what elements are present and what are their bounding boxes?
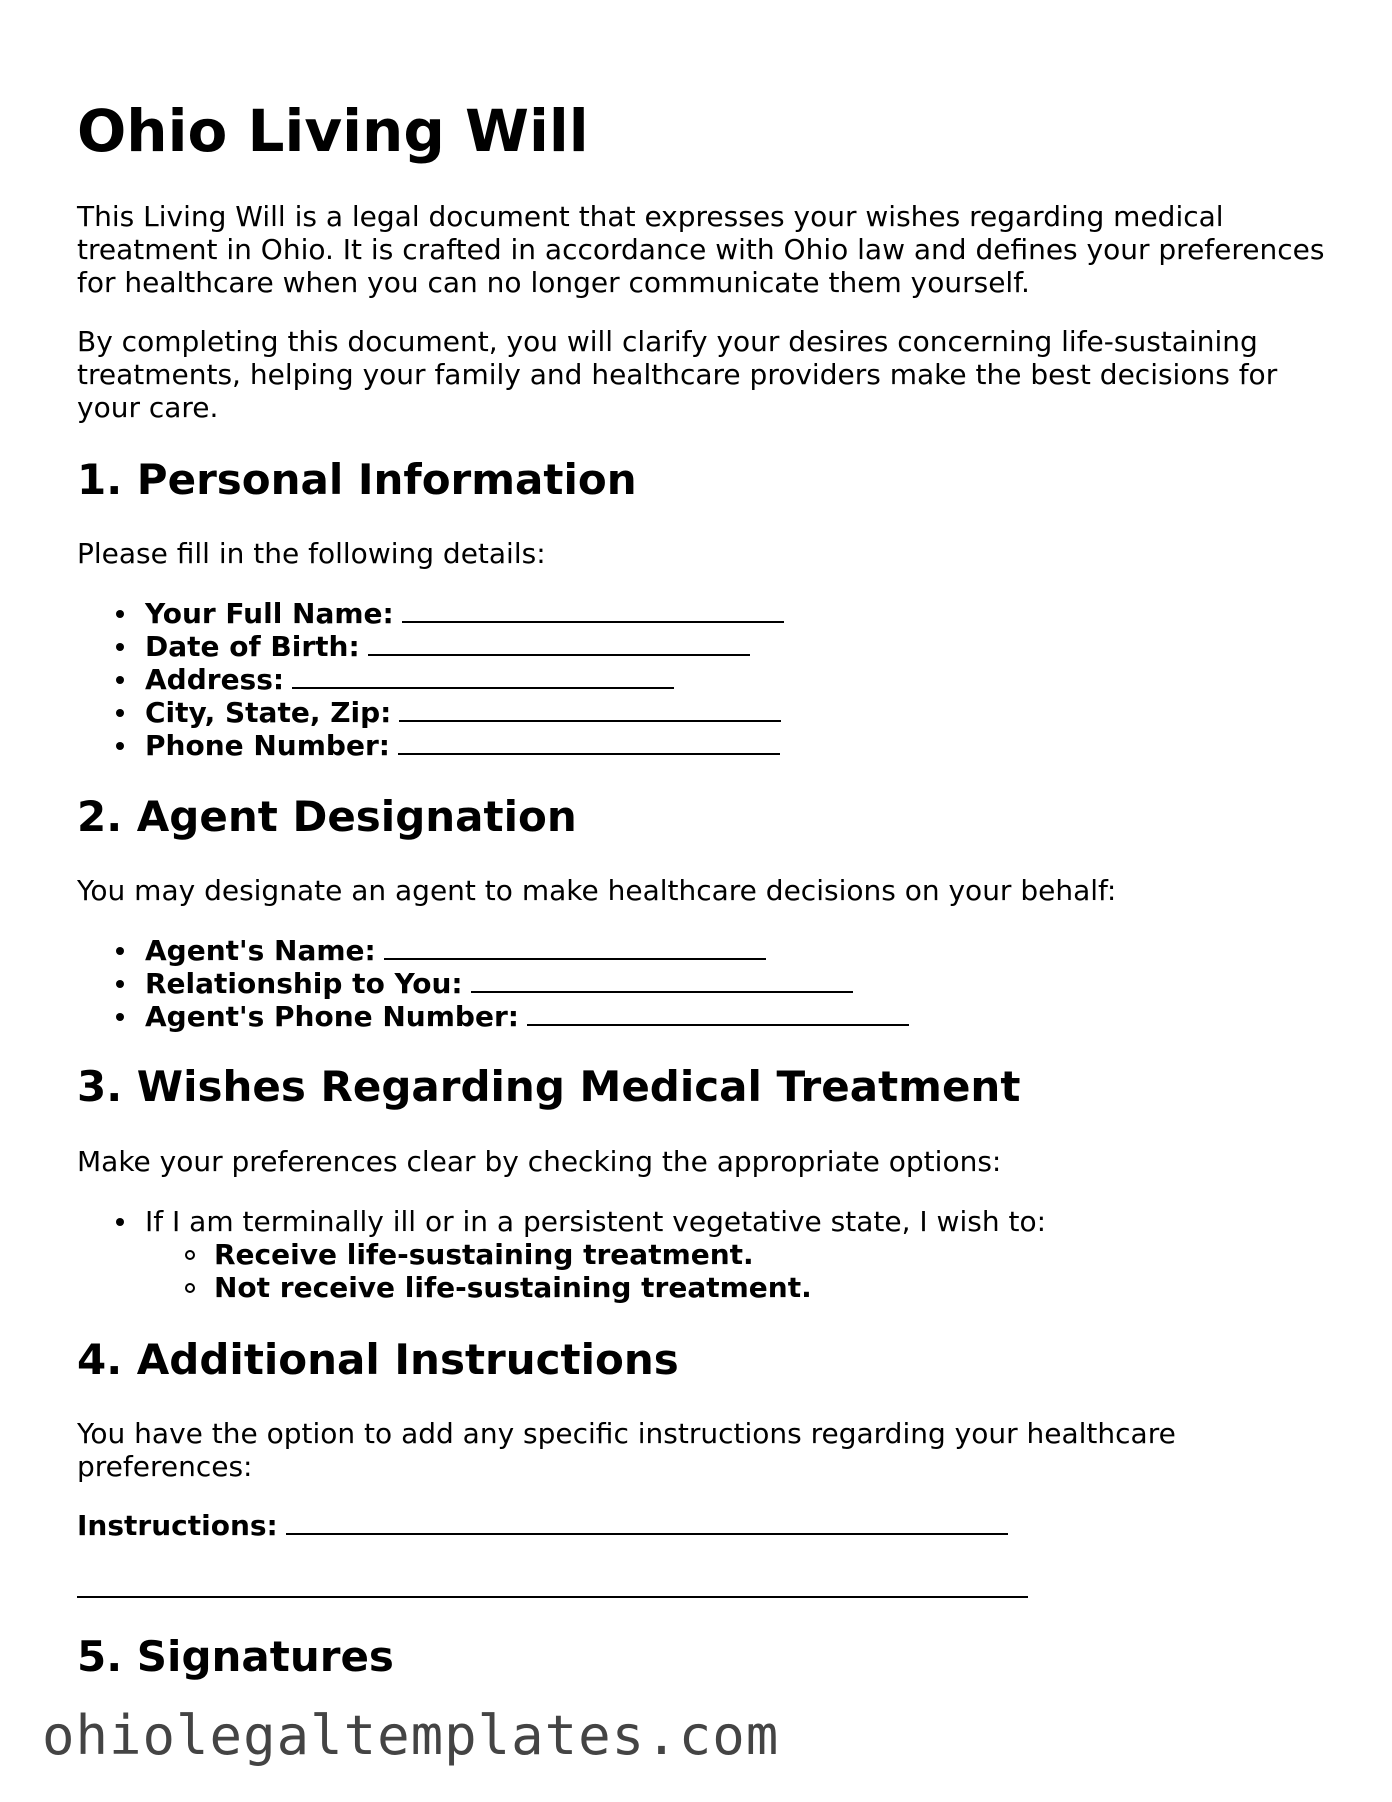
section-heading-agent-designation: 2. Agent Designation	[77, 792, 577, 841]
full-name-blank[interactable]	[402, 597, 784, 623]
instructions-blank[interactable]	[286, 1509, 1008, 1535]
field-label-agent-phone: Agent's Phone Number:	[145, 1000, 519, 1033]
personal-information-list	[77, 597, 784, 762]
section-2-prompt: You may designate an agent to make healthcare decisions on your behalf:	[77, 874, 1117, 907]
date-of-birth-blank[interactable]	[368, 630, 750, 656]
list-item	[77, 663, 784, 696]
phone-number-blank[interactable]	[398, 729, 780, 755]
section-heading-additional-instructions: 4. Additional Instructions	[77, 1335, 679, 1384]
section-heading-personal-information: 1. Personal Information	[77, 455, 637, 504]
agent-phone-blank[interactable]	[527, 1000, 909, 1026]
treatment-condition: If I am terminally ill or in a persistent vegetative state, I wish to:	[145, 1205, 1047, 1238]
option-not-receive-treatment[interactable]	[77, 1271, 1046, 1304]
relationship-blank[interactable]	[471, 967, 853, 993]
treatment-wishes-list	[77, 1205, 1046, 1304]
list-item	[77, 630, 784, 663]
list-item	[77, 729, 784, 762]
address-blank[interactable]	[292, 663, 674, 689]
field-label-phone-number: Phone Number:	[145, 729, 390, 762]
field-label-city-state-zip: City, State, Zip:	[145, 696, 392, 729]
field-label-relationship: Relationship to You:	[145, 967, 463, 1000]
instructions-row	[77, 1509, 1008, 1542]
bullet-icon	[116, 676, 124, 684]
list-item	[77, 1205, 1046, 1238]
list-item	[77, 597, 784, 630]
bullet-icon	[116, 947, 124, 955]
bullet-icon	[116, 1013, 124, 1021]
bullet-icon	[116, 980, 124, 988]
bullet-icon	[116, 709, 124, 717]
option-label: Not receive life-sustaining treatment.	[214, 1271, 812, 1304]
section-heading-medical-treatment: 3. Wishes Regarding Medical Treatment	[77, 1062, 1021, 1111]
agent-name-blank[interactable]	[384, 934, 766, 960]
list-item	[77, 934, 909, 967]
list-item	[77, 1000, 909, 1033]
section-3-prompt: Make your preferences clear by checking the appropriate options:	[77, 1145, 1002, 1178]
section-heading-signatures: 5. Signatures	[77, 1632, 394, 1681]
circle-bullet-icon	[185, 1250, 195, 1260]
watermark: ohiolegaltemplates.com	[42, 1704, 780, 1767]
field-label-address: Address:	[145, 663, 285, 696]
section-1-prompt: Please fill in the following details:	[77, 537, 546, 570]
field-label-agent-name: Agent's Name:	[145, 934, 376, 967]
agent-designation-list	[77, 934, 909, 1033]
list-item	[77, 967, 909, 1000]
city-state-zip-blank[interactable]	[399, 696, 781, 722]
bullet-icon	[116, 742, 124, 750]
document-title: Ohio Living Will	[77, 97, 589, 165]
field-label-date-of-birth: Date of Birth:	[145, 630, 360, 663]
instructions-blank-continued[interactable]	[77, 1572, 1028, 1598]
bullet-icon	[116, 1218, 124, 1226]
option-label: Receive life-sustaining treatment.	[214, 1238, 754, 1271]
option-receive-treatment[interactable]	[77, 1238, 1046, 1271]
instructions-label: Instructions:	[77, 1509, 278, 1542]
intro-paragraph-1: This Living Will is a legal document that expresses your wishes regarding medical treatment in Ohio. It is crafted in accordance with Ohio law and defines your preferences for healthcare when you can no longer communicate them yourself.	[77, 200, 1325, 299]
bullet-icon	[116, 610, 124, 618]
field-label-full-name: Your Full Name:	[145, 597, 394, 630]
intro-paragraph-2: By completing this document, you will clarify your desires concerning life-sustaining treatments, helping your family and healthcare providers make the best decisions for your care.	[77, 325, 1278, 424]
circle-bullet-icon	[185, 1283, 195, 1293]
list-item	[77, 696, 784, 729]
section-4-prompt: You have the option to add any specific instructions regarding your healthcare preferences:	[77, 1417, 1176, 1483]
bullet-icon	[116, 643, 124, 651]
